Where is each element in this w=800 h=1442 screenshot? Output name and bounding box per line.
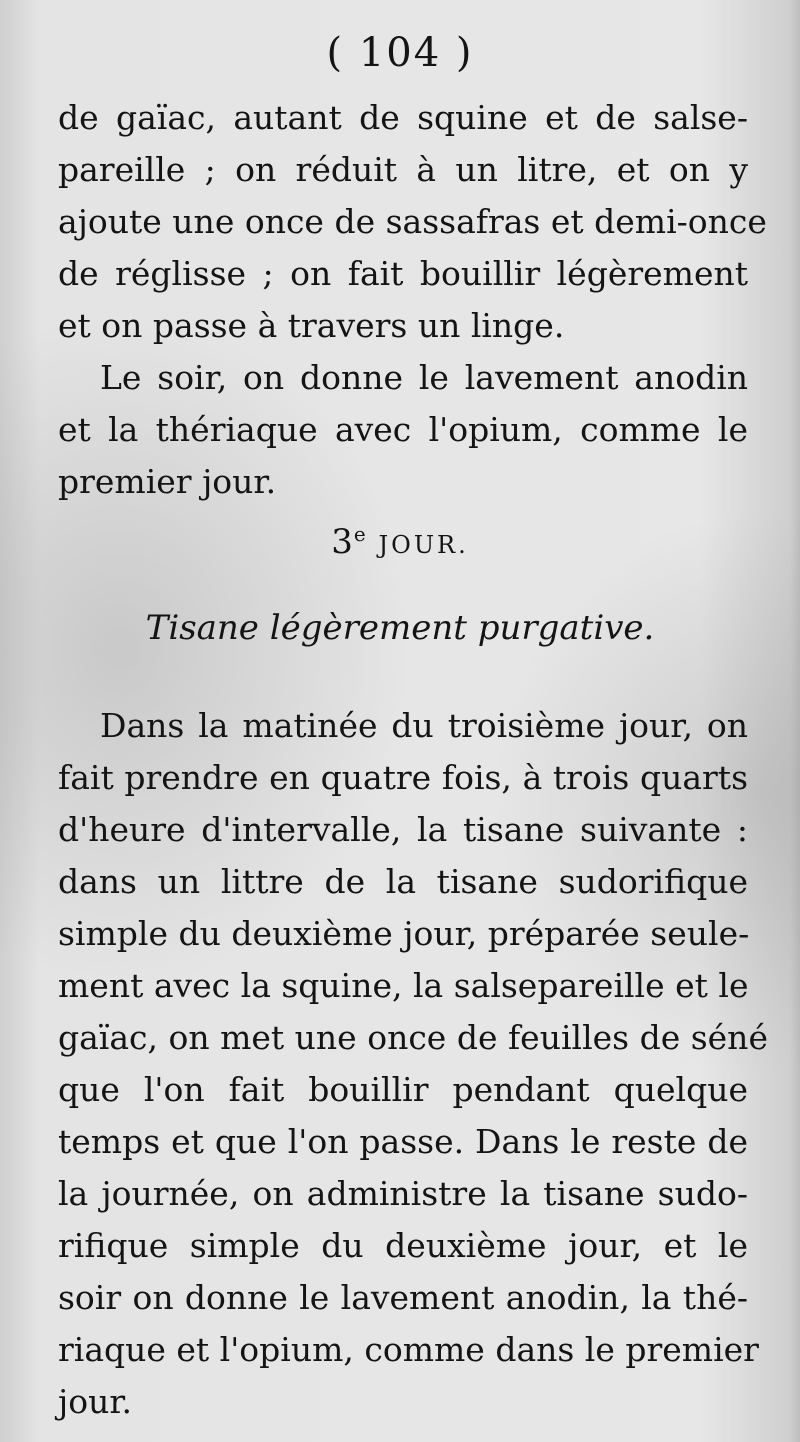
text-line: d'heure d'intervalle, la tisane suivante :	[58, 810, 748, 849]
text-line: et la thériaque avec l'opium, comme le	[58, 410, 748, 449]
text-line: la journée, on administre la tisane sudo-	[58, 1174, 748, 1213]
text-line: pareille ; on réduit à un litre, et on y	[58, 150, 748, 189]
page-number: ( 104 )	[326, 30, 474, 76]
subheading: Tisane légèrement purgative.	[145, 608, 655, 648]
text-line: ment avec la squine, la salsepareille et le	[58, 966, 749, 1005]
text-line: que l'on fait bouillir pendant quelque	[58, 1070, 748, 1109]
text-line: temps et que l'on passe. Dans le reste de	[58, 1122, 748, 1161]
text-line: simple du deuxième jour, préparée seule-	[58, 914, 750, 953]
text-line: de gaïac, autant de squine et de salse-	[58, 98, 748, 137]
text-line: et on passe à travers un linge.	[58, 306, 565, 345]
section-heading	[0, 522, 800, 562]
text-line: dans un littre de la tisane sudorifique	[58, 862, 748, 901]
text-line: jour.	[58, 1382, 132, 1421]
paragraph-day-three	[58, 700, 768, 1428]
paragraph-evening	[58, 352, 748, 508]
text-line: gaïac, on met une once de feuilles de séné	[58, 1018, 768, 1057]
paragraph-continuation	[58, 92, 767, 352]
text-line: soir on donne le lavement anodin, la thé-	[58, 1278, 748, 1317]
text-line: de réglisse ; on fait bouillir légèrement	[58, 254, 748, 293]
text-line: premier jour.	[58, 462, 277, 501]
section-label: JOUR.	[378, 531, 469, 559]
text-line: rifique simple du deuxième jour, et le	[58, 1226, 748, 1265]
section-number: 3	[331, 522, 354, 562]
text-line: fait prendre en quatre fois, à trois quarts	[58, 758, 748, 797]
text-line: ajoute une once de sassafras et demi-once	[58, 202, 767, 241]
section-superscript: e	[353, 522, 367, 546]
text-line: riaque et l'opium, comme dans le premier	[58, 1330, 759, 1369]
text-line: Dans la matinée du troisième jour, on	[100, 706, 748, 745]
text-line: Le soir, on donne le lavement anodin	[100, 358, 748, 397]
